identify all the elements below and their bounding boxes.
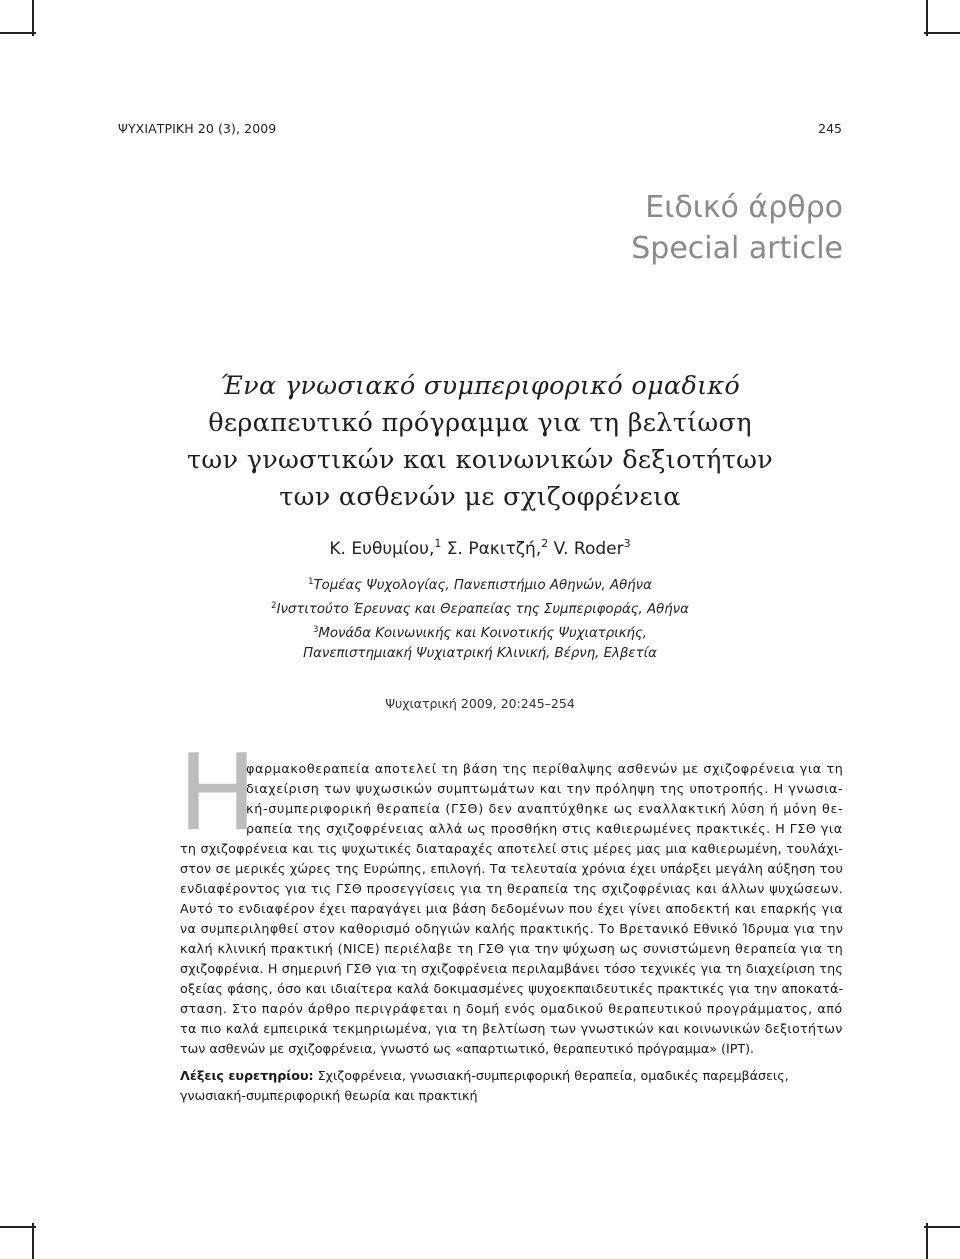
author-list (0, 537, 960, 559)
crop-mark (32, 0, 34, 36)
author-2: Σ. Ρακιτζή, (446, 539, 542, 559)
keywords-line-1 (180, 1068, 789, 1083)
author-3-affil: 3 (623, 537, 631, 550)
keywords-text: Σχιζοφρένεια, γνωσιακή-συμπεριφορική θεραπεία, ομαδικές παρεμβάσεις, (317, 1068, 789, 1083)
author-1: Κ. Ευθυμίου, (329, 539, 435, 559)
article-title (0, 368, 960, 516)
title-line-2: θεραπευτικό πρόγραμμα για τη βελτίωση (208, 408, 752, 438)
drop-cap: Η (178, 732, 257, 854)
abstract-line: κή-συμπεριφορική θεραπεία (ΓΣΘ) δεν αναπτύχθηκε ως εναλλακτική λύση ή μόνη θε- (246, 801, 844, 816)
abstract-line: σχιζοφρένια. Η σημερινή ΓΣΘ για τη σχιζοφρένεια περιλαμβάνει τόσο τεχνικές για τη διαχείριση της (180, 961, 843, 976)
author-2-affil: 2 (541, 537, 549, 550)
abstract-line: διαχείριση των ψυχωσικών συμπτωμάτων και την πρόληψη της υποτροπής. Η γνωσια- (246, 781, 844, 796)
abstract-line: ενδιαφέροντος για τις ΓΣΘ προσεγγίσεις για τη θεραπεία της σχιζοφρένιας και άλλων ψυχώσεων. (180, 881, 844, 896)
title-line-1: Ένα γνωσιακό συμπεριφορικό ομαδικό (219, 371, 741, 401)
abstract-line: ραπεία της σχιζοφρένειας αλλά ως προσθήκη στις καθιερωμένες πρακτικές. Η ΓΣΘ για (246, 821, 843, 836)
abstract-line: Αυτό το ενδιαφέρον έχει παραγάγει μια βάση δεδομένων που έχει γίνει αποδεκτή και επαρκής για (180, 901, 844, 916)
affiliation-1: $^1$Τομέας Ψυχολογίας, Πανεπιστήμιο Αθηνών, Αθήνα (308, 577, 652, 593)
affiliation-2: $^2$Ινστιτούτο Έρευνας και Θεραπείας της Συμπεριφοράς, Αθήνα (271, 601, 689, 617)
abstract-line: των ασθενών με σχιζοφρένεια, γνωστό ως «απαρτιωτικό, θεραπευτικό πρόγραμμα» (IPT). (180, 1041, 755, 1056)
abstract-line: τη σχιζοφρένεια και τις ψυχωτικές διαταραχές αποτελεί στις μέρες μας μια καθιερωμένη, τουλάχι- (180, 841, 844, 856)
section-label-english: Special article (631, 231, 843, 266)
abstract-line: να συμπεριληφθεί στον καθορισμό οδηγιών καλής πρακτικής. Το Βρετανικό Εθνικό Ίδρυμα για την (180, 921, 844, 936)
crop-mark (0, 32, 36, 34)
citation: Ψυχιατρική 2009, 20:245–254 (385, 696, 575, 711)
section-label-greek: Ειδικό άρθρο (645, 190, 843, 225)
journal-header: ΨΥΧΙΑΤΡΙΚΗ 20 (3), 2009 (118, 121, 277, 136)
abstract-line: οξείας φάσης, όσο και ιδιαίτερα καλά δοκιμασμένες ψυχοεκπαιδευτικές πρακτικές για την αποκατά- (180, 981, 844, 996)
author-1-affil: 1 (434, 537, 442, 550)
crop-mark (924, 32, 960, 34)
keywords-label: Λέξεις ευρετηρίου: (180, 1068, 314, 1083)
affiliation-3: $^3$Μονάδα Κοινωνικής και Κοινοτικής Ψυχιατρικής, (312, 625, 648, 641)
abstract-line: σταση. Στο παρόν άρθρο περιγράφεται η δομή ενός ομαδικού θεραπευτικού προγράμματος, από (180, 1001, 843, 1016)
abstract-line: φαρμακοθεραπεία αποτελεί τη βάση της περίθαλψης ασθενών με σχιζοφρένεια για τη (246, 761, 844, 776)
crop-mark (926, 1223, 928, 1259)
title-line-3: των γνωστικών και κοινωνικών δεξιοτήτων (186, 445, 774, 475)
abstract-line: στον σε μερικές χώρες της Ευρώπης, επιλογή. Τα τελευταία χρόνια έχει υπάρξει μεγάλη αύξηση του (180, 861, 844, 876)
crop-mark (32, 1223, 34, 1259)
crop-mark (926, 0, 928, 36)
abstract-line: καλή κλινική πρακτική (NICE) περιέλαβε τη ΓΣΘ για την ψύχωση ως συνιστώμενη θεραπεία για τη (180, 941, 844, 956)
abstract-line: τα πιο καλά εμπειρικά τεκμηριωμένα, για τη βελτίωση των γνωστικών και κοινωνικών δεξιοτήτων (180, 1021, 843, 1036)
crop-mark (924, 1226, 960, 1228)
crop-mark (0, 1226, 36, 1228)
keywords-line-2: γνωσιακή-συμπεριφορική θεωρία και πρακτική (180, 1088, 478, 1103)
affiliation-3-cont: Πανεπιστημιακή Ψυχιατρική Κλινική, Βέρνη, Ελβετία (303, 646, 657, 661)
page-number: 245 (818, 121, 842, 136)
author-3: V. Roder (553, 539, 624, 559)
affiliations (0, 572, 960, 664)
title-line-4: των ασθενών με σχιζοφρένεια (279, 482, 681, 512)
